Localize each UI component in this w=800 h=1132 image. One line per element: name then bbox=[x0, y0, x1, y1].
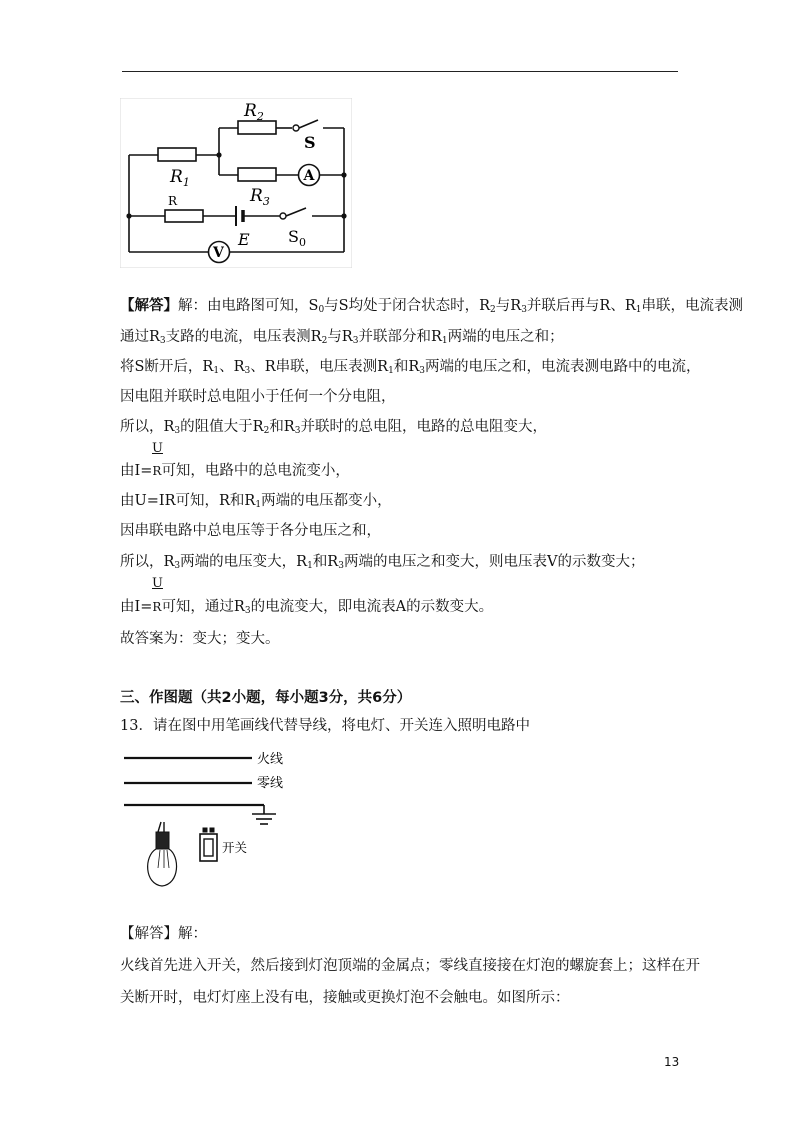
label-v: V bbox=[213, 245, 224, 261]
answer-line-9: 所以，$R_3$两端的电压变大，$R_1$和$R_3$两端的电压之和变大，则电压表V的示数变大； bbox=[120, 554, 645, 571]
fraction-numerator: U bbox=[152, 441, 163, 456]
answer-line-2: 通过$R_3$支路的电流，电压表测$R_2$与$R_3$并联部分和$R_1$两端的电压之和； bbox=[120, 329, 564, 346]
answer-line-8: 因串联电路中总电压等于各分电压之和， bbox=[120, 523, 381, 539]
answer-line-10: 由I=R可知，通过$R_3$的电流变大，即电流表A的示数变大。 bbox=[120, 599, 494, 616]
answer-line-5: 所以，$R_3$的阻值大于$R_2$和$R_3$并联时的总电阻，电路的总电阻变大， bbox=[120, 419, 547, 436]
section-heading: 三、作图题（共2小题，每小题3分，共6分） bbox=[120, 690, 412, 706]
label-r3: $R_3$ bbox=[250, 186, 270, 208]
resistor-r1 bbox=[158, 148, 196, 161]
answer-line-1: 【解答】解：由电路图可知，$S_0$与S均处于闭合状态时，$R_2$与$R_3$并联后再与R、$R_1$串联，电流表测 bbox=[120, 297, 743, 315]
label-a: A bbox=[303, 168, 315, 184]
header-rule bbox=[122, 71, 678, 72]
label-s0: $S_0$ bbox=[288, 227, 306, 249]
wiring-diagram bbox=[118, 744, 298, 892]
label-r2: $R_2$ bbox=[244, 101, 264, 123]
live-wire-label: 火线 bbox=[257, 752, 284, 767]
answer-line-7: 由U=IR可知，R和$R_1$两端的电压都变小， bbox=[120, 493, 392, 510]
page-number: 13 bbox=[664, 1055, 680, 1069]
answer2-line-2: 关断开时，电灯灯座上没有电，接触或更换灯泡不会触电。如图所示： bbox=[120, 990, 570, 1006]
fraction-numerator-2: U bbox=[152, 576, 163, 591]
neutral-wire-label: 零线 bbox=[257, 776, 284, 791]
label-s: S bbox=[304, 133, 316, 152]
answer-line-3: 将S断开后，$R_1$、$R_3$、R串联，电压表测$R_1$和$R_3$两端的电压之和，电流表测电路中的电流， bbox=[120, 359, 701, 376]
answer2-line-1: 火线首先进入开关，然后接到灯泡顶端的金属点；零线直接接在灯泡的螺旋套上；这样在开 bbox=[120, 958, 700, 974]
question-13: 13．请在图中用笔画线代替导线，将电灯、开关连入照明电路中 bbox=[120, 718, 530, 734]
circuit-diagram bbox=[120, 98, 352, 268]
label-r: R bbox=[168, 194, 178, 208]
label-r1: $R_1$ bbox=[170, 167, 190, 189]
answer2-tag: 【解答】解： bbox=[120, 926, 207, 942]
resistor-r3 bbox=[238, 168, 276, 181]
answer-line-6: 由I=R可知，电路中的总电流变小， bbox=[120, 463, 350, 479]
answer-line-4: 因电阻并联时总电阻小于任何一个分电阻， bbox=[120, 389, 396, 405]
light-bulb-icon bbox=[148, 822, 177, 886]
switch-label: 开关 bbox=[222, 840, 248, 855]
answer-line-11: 故答案为：变大；变大。 bbox=[120, 631, 280, 647]
resistor-r bbox=[165, 210, 203, 222]
switch-icon bbox=[200, 828, 217, 861]
label-e: E bbox=[238, 230, 250, 249]
